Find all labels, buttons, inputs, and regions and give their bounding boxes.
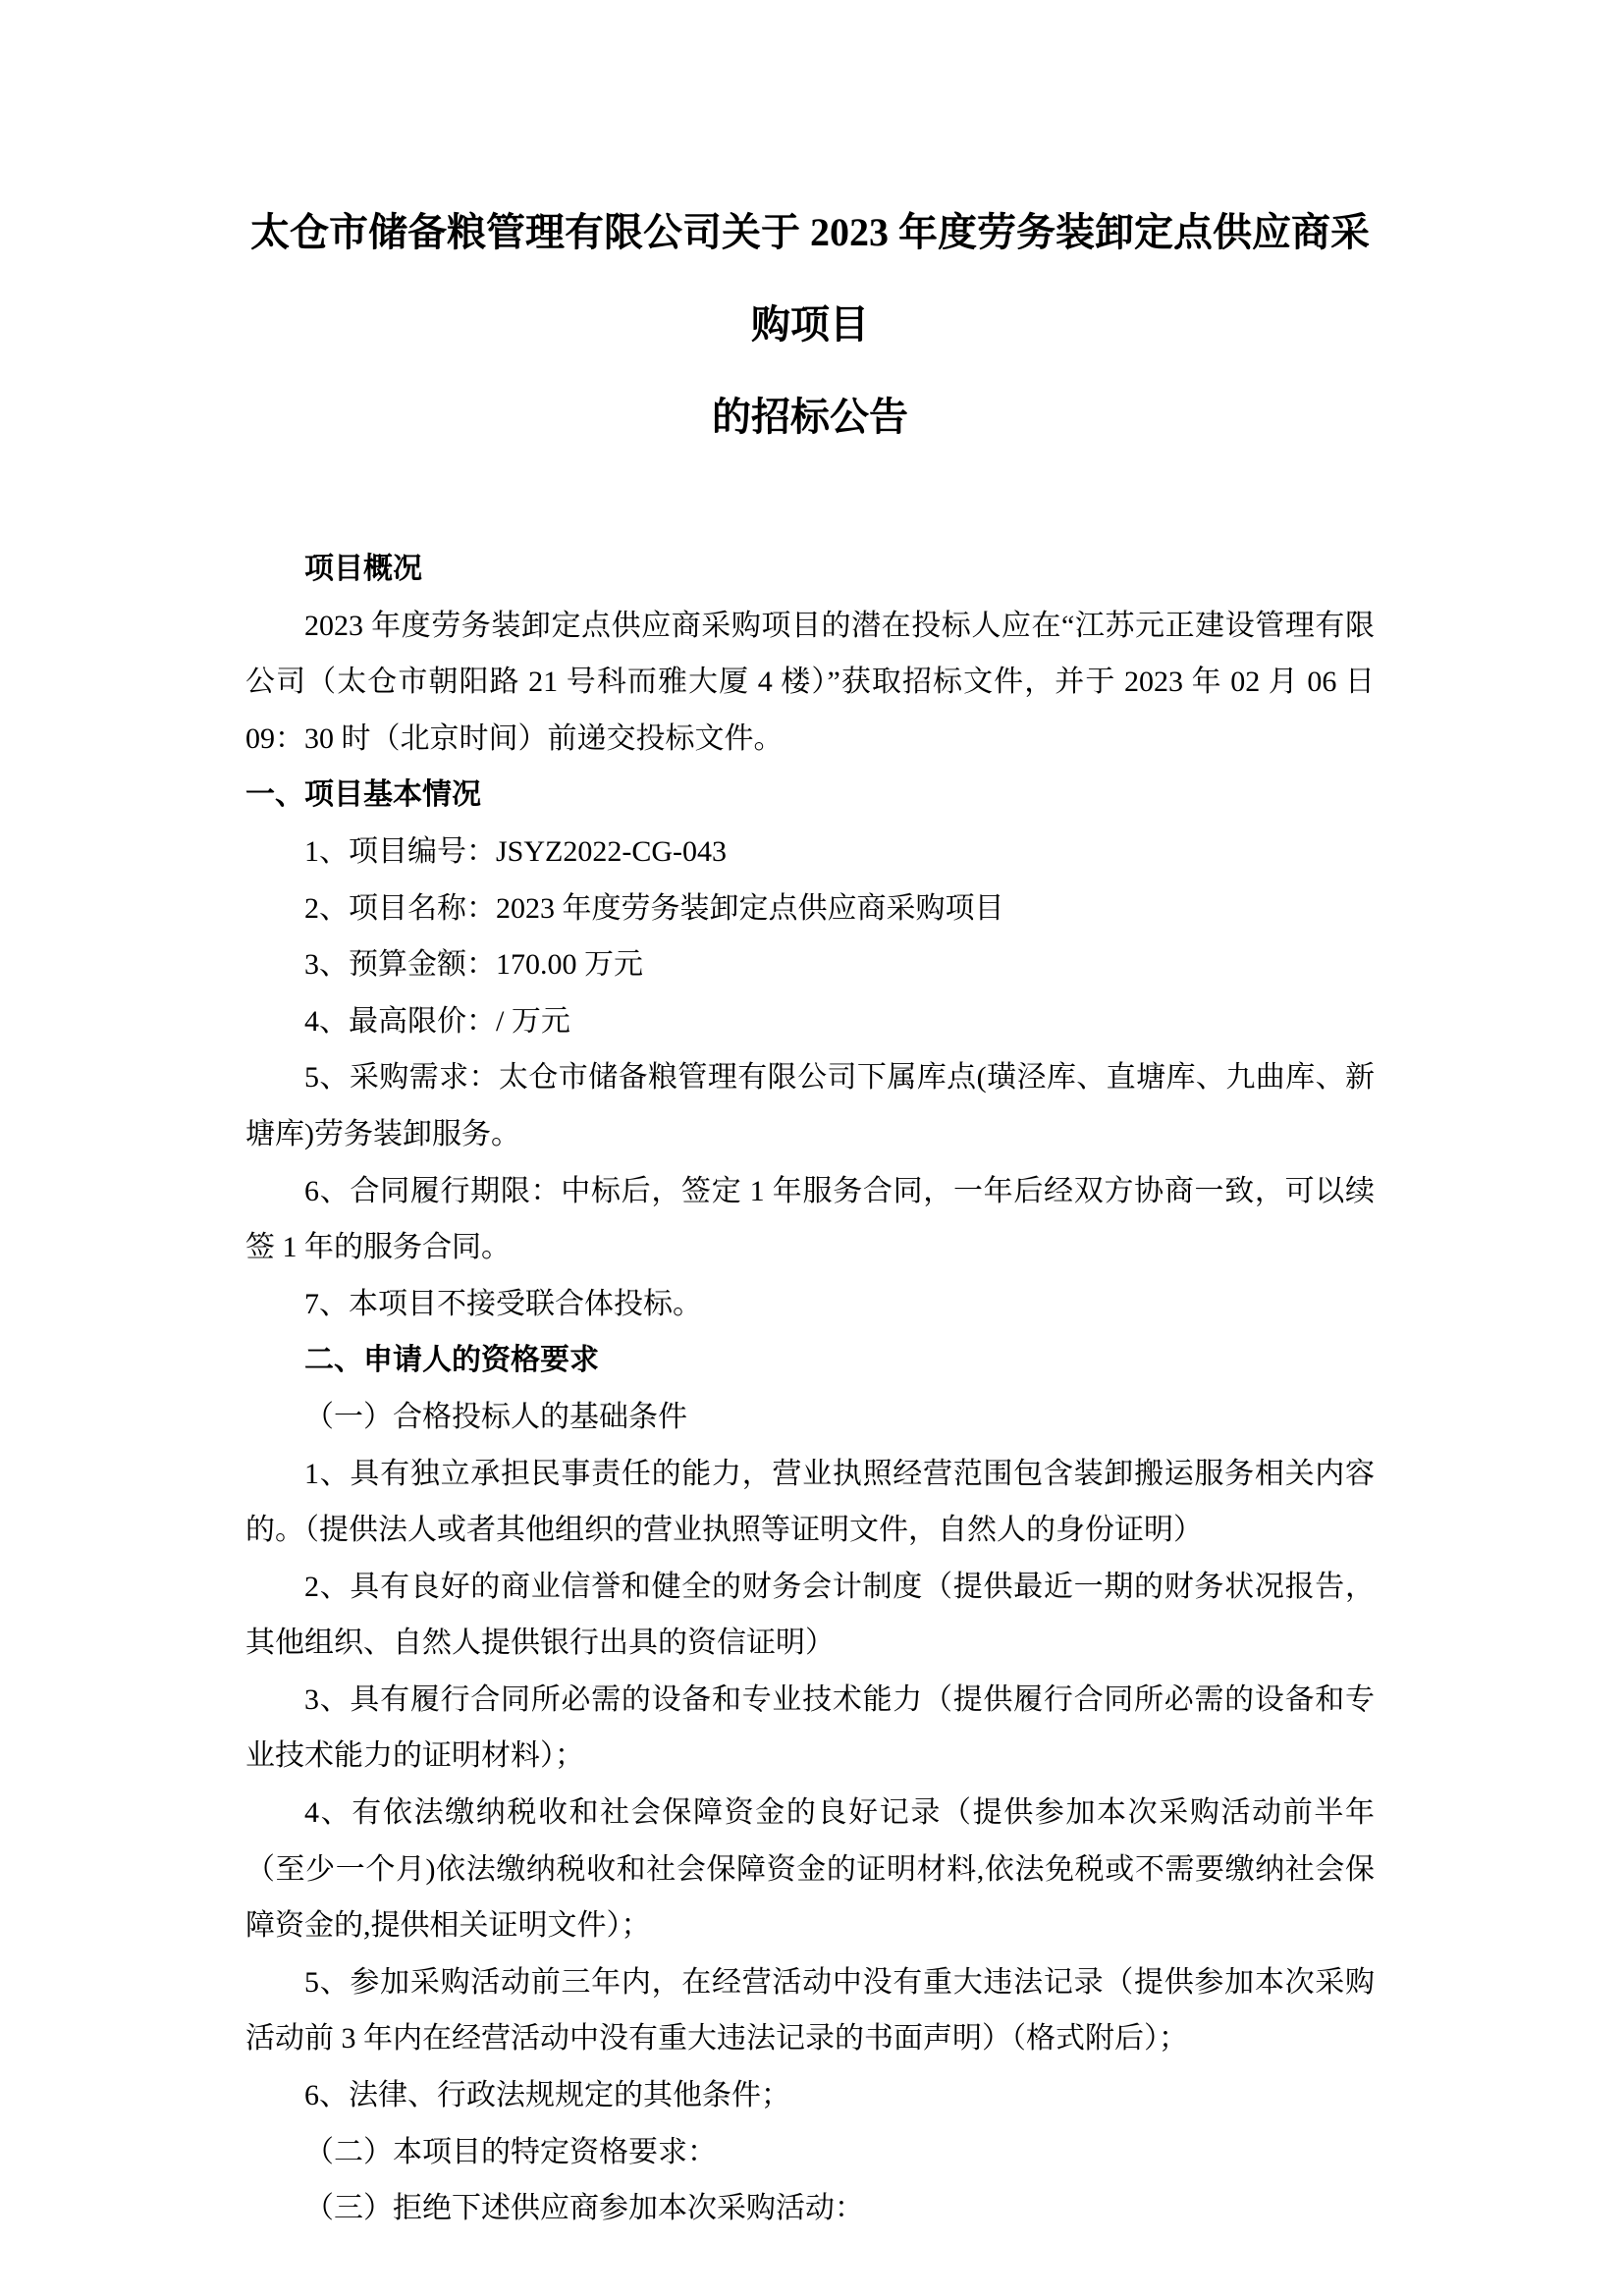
section-basic-heading: 一、项目基本情况 xyxy=(245,778,481,812)
qualification-sub-basic-heading: （一）合格投标人的基础条件 xyxy=(304,1400,687,1433)
section-basic-item-7: 7、本项目不接受联合体投标。 xyxy=(304,1287,702,1320)
section-basic-item-6: 6、合同履行期限：中标后，签定 1 年服务合同，一年后经双方协商一致，可以续签 1 年的服务合同。 xyxy=(245,1174,1375,1264)
qualification-basic-item-2: 2、具有良好的商业信誉和健全的财务会计制度（提供最近一期的财务状况报告，其他组织、自然人提供银行出具的资信证明） xyxy=(245,1570,1375,1660)
document-title xyxy=(245,187,1375,463)
qualification-basic-item-6: 6、法律、行政法规规定的其他条件； xyxy=(304,2079,790,2112)
section-basic-item-4: 4、最高限价：/ 万元 xyxy=(304,1004,570,1038)
section-basic-item-5: 5、采购需求：太仓市储备粮管理有限公司下属库点(璜泾库、直塘库、九曲库、新塘库)劳务装卸服务。 xyxy=(245,1061,1375,1150)
overview-paragraph: 2023 年度劳务装卸定点供应商采购项目的潜在投标人应在“江苏元正建设管理有限公司（太仓市朝阳路 21 号科而雅大厦 4 楼）”获取招标文件，并于 2023 年 02 月 06 日 09：30 时（北京时间）前递交投标文件。 xyxy=(245,609,1375,755)
qualification-sub-reject-heading: （三）拒绝下述供应商参加本次采购活动： xyxy=(304,2192,864,2225)
qualification-basic-item-3: 3、具有履行合同所必需的设备和专业技术能力（提供履行合同所必需的设备和专业技术能力的证明材料）； xyxy=(245,1682,1375,1773)
qualification-basic-item-5: 5、参加采购活动前三年内，在经营活动中没有重大违法记录（提供参加本次采购活动前 3 年内在经营活动中没有重大违法记录的书面声明）（格式附后）； xyxy=(245,1965,1375,2056)
qualification-sub-specific-heading: （二）本项目的特定资格要求： xyxy=(304,2135,717,2168)
section-basic-item-2: 2、项目名称：2023 年度劳务装卸定点供应商采购项目 xyxy=(304,891,1004,925)
qualification-basic-item-1: 1、具有独立承担民事责任的能力，营业执照经营范围包含装卸搬运服务相关内容的。（提供法人或者其他组织的营业执照等证明文件，自然人的身份证明） xyxy=(245,1457,1375,1547)
overview-heading: 项目概况 xyxy=(304,553,422,585)
document-title-line-2: 的招标公告 xyxy=(712,395,908,439)
qualification-basic-item-4: 4、有依法缴纳税收和社会保障资金的良好记录（提供参加本次采购活动前半年（至少一个月)依法缴纳税收和社会保障资金的证明材料,依法免税或不需要缴纳社会保障资金的,提供相关证明文件）； xyxy=(245,1796,1375,1943)
section-basic-item-1: 1、项目编号：JSYZ2022-CG-043 xyxy=(304,834,728,868)
section-qualification-heading: 二、申请人的资格要求 xyxy=(304,1344,599,1377)
section-basic-item-3: 3、预算金额：170.00 万元 xyxy=(304,948,643,982)
document-title-line-1: 太仓市储备粮管理有限公司关于 2023 年度劳务装卸定点供应商采购项目 xyxy=(250,210,1370,347)
